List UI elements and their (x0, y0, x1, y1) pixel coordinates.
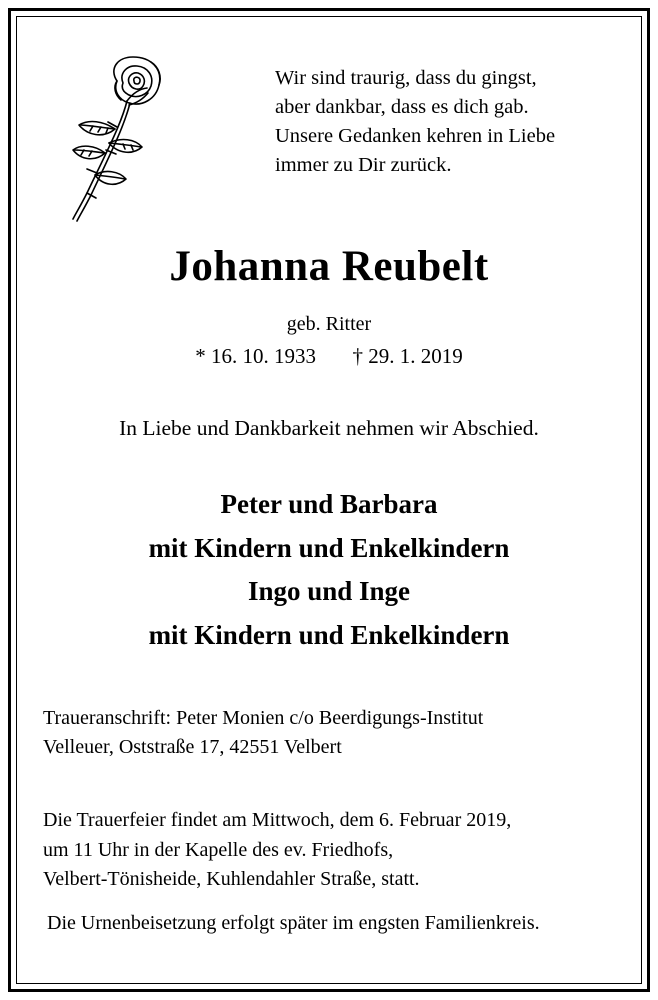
deceased-maiden-name: geb. Ritter (286, 313, 372, 335)
mourners-list (17, 483, 641, 658)
birth-symbol: * (195, 344, 206, 368)
address-line-2: Velleuer, Oststraße 17, 42551 Velbert (43, 736, 342, 759)
death-date: 29. 1. 2019 (368, 344, 463, 368)
verse-line-1: Wir sind traurig, dass du gingst, (275, 67, 537, 89)
verse-line-4: immer zu Dir zurück. (275, 154, 452, 177)
deceased-name: Johanna Reubelt (169, 243, 489, 290)
service-line-1: Die Trauerfeier findet am Mittwoch, dem 6. Februar 2019, (43, 809, 512, 831)
mourner-line-4: mit Kindern und Enkelkindern (148, 620, 510, 651)
mourning-address (43, 704, 643, 762)
verse-line-3: Unsere Gedanken kehren in Liebe (275, 125, 556, 148)
farewell-text: In Liebe und Dankbarkeit nehmen wir Abschied. (119, 416, 539, 440)
inner-border (16, 16, 642, 984)
verse-text (275, 64, 635, 180)
service-line-3: Velbert-Tönisheide, Kuhlendahler Straße, statt. (43, 868, 420, 891)
closing-note: Die Urnenbeisetzung erfolgt später im engsten Familienkreis. (47, 912, 540, 934)
service-line-2: um 11 Uhr in der Kapelle des ev. Friedhofs, (43, 838, 394, 861)
mourner-line-1: Peter und Barbara (220, 489, 438, 519)
mourner-line-2: mit Kindern und Enkelkindern (148, 532, 510, 563)
verse-line-2: aber dankbar, dass es dich gab. (275, 96, 529, 119)
birth-date: 16. 10. 1933 (211, 344, 316, 368)
life-dates (17, 344, 641, 369)
outer-border (8, 8, 650, 992)
rose-icon (43, 55, 163, 225)
funeral-service-details (43, 806, 643, 895)
death-symbol: † (352, 344, 363, 368)
mourner-line-3: Ingo und Inge (247, 576, 411, 607)
address-line-1: Traueranschrift: Peter Monien c/o Beerdigungs-Institut (43, 707, 484, 729)
